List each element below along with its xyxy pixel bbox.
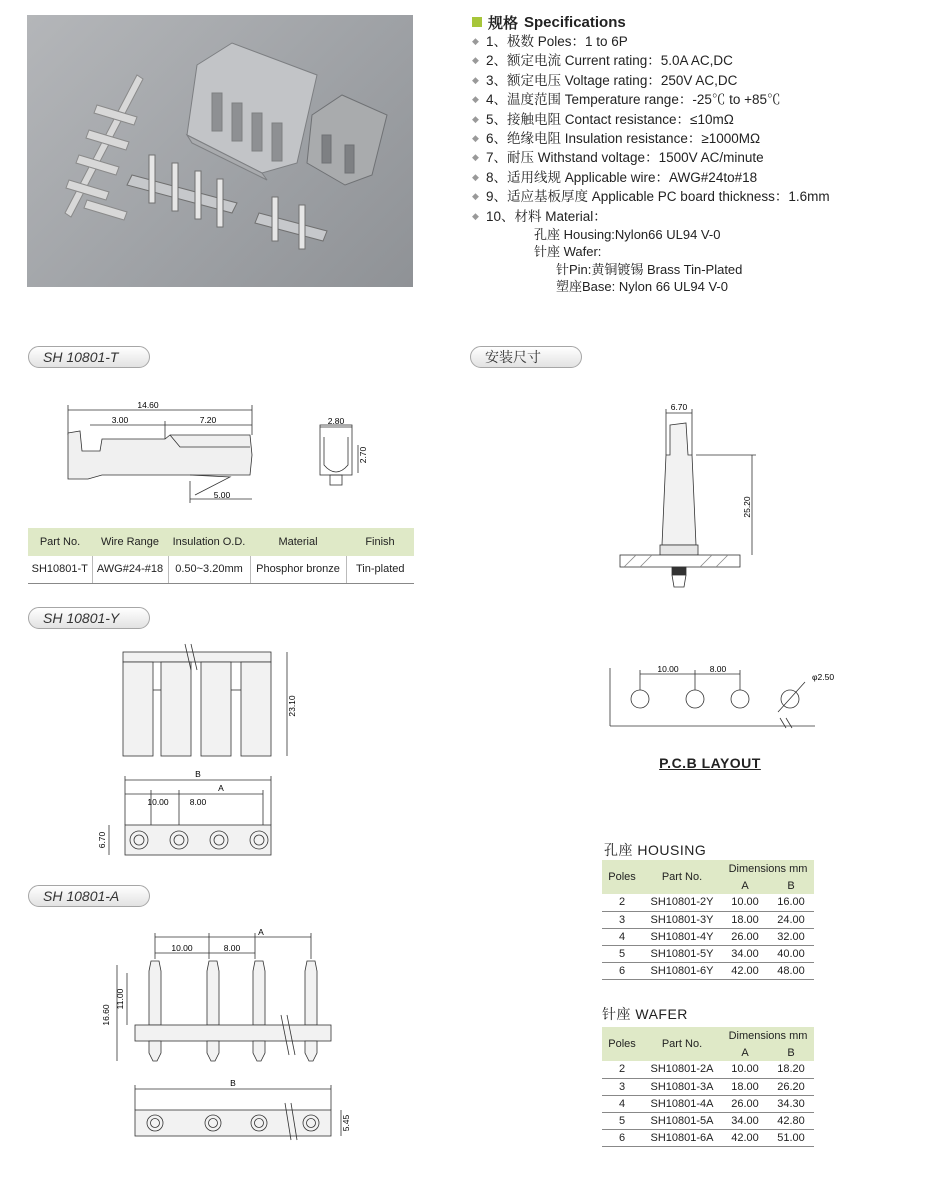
dim-wafer-p1: 10.00 — [171, 943, 193, 953]
table-cell-poles: 3 — [602, 1078, 642, 1095]
table-cell-poles: 6 — [602, 1129, 642, 1146]
wafer-drawing — [95, 925, 365, 1145]
table-row — [602, 911, 814, 928]
table-cell-a: 18.00 — [722, 1078, 768, 1095]
product-photo — [27, 15, 413, 287]
dim-t-a: 3.00 — [111, 415, 129, 425]
table-row — [602, 1112, 814, 1129]
diamond-bullet-icon: ◆ — [472, 55, 479, 66]
spec-line-text: 4、温度范围 Temperature range：-25℃ to +85℃ — [486, 92, 781, 108]
pcb-layout-label: P.C.B LAYOUT — [659, 755, 761, 771]
spec-line — [472, 71, 912, 90]
table-row — [602, 945, 814, 962]
table-cell-b: 42.80 — [768, 1112, 814, 1129]
table-cell-part: SH10801-3A — [642, 1078, 722, 1095]
dim-t-total: 14.60 — [137, 400, 159, 410]
table-cell-part: SH10801-3Y — [642, 911, 722, 928]
wafer-th-part: Part No. — [661, 1038, 703, 1050]
spec-line — [472, 148, 912, 167]
dim-t-w: 2.80 — [327, 416, 345, 426]
table-cell-a: 26.00 — [722, 928, 768, 945]
spec-line-text: 7、耐压 Withstand voltage：1500V AC/minute — [486, 150, 764, 166]
specifications-title-en: Specifications — [524, 13, 626, 31]
table-cell-a: 26.00 — [722, 1095, 768, 1112]
section-housing-label: SH 10801-Y — [28, 607, 150, 629]
wafer-th-dims: Dimensions mm — [728, 1030, 808, 1042]
table-cell-poles: 2 — [602, 1061, 642, 1078]
dim-housing-p2: 8.00 — [189, 797, 207, 807]
spec-line-text: 3、额定电压 Voltage rating：250V AC,DC — [486, 72, 738, 88]
terminal-th: Wire Range — [100, 536, 160, 548]
spec-line — [472, 187, 912, 206]
material-details — [472, 226, 912, 296]
material-base: 塑座Base: Nylon 66 UL94 V-0 — [556, 279, 728, 295]
table-row — [602, 894, 814, 911]
table-cell-a: 34.00 — [722, 1112, 768, 1129]
table-cell-b: 32.00 — [768, 928, 814, 945]
table-row — [602, 1061, 814, 1078]
table-cell-part: SH10801-6A — [642, 1129, 722, 1146]
spec-line-text: 6、绝缘电阻 Insulation resistance：≥1000MΩ — [486, 130, 761, 146]
dim-pcb-p1: 10.00 — [657, 664, 679, 674]
table-cell-b: 34.30 — [768, 1095, 814, 1112]
dim-wafer-h2: 11.00 — [115, 988, 125, 1010]
table-cell-part: SH10801-4Y — [642, 928, 722, 945]
dim-housing-A: A — [218, 783, 224, 793]
housing-th-poles: Poles — [608, 871, 636, 883]
diamond-bullet-icon: ◆ — [472, 191, 479, 202]
wafer-table — [602, 1027, 814, 1147]
table-cell-part: SH10801-2Y — [642, 894, 722, 911]
table-cell-poles: 2 — [602, 894, 642, 911]
diamond-bullet-icon: ◆ — [472, 210, 479, 221]
material-housing: 孔座 Housing:Nylon66 UL94 V-0 — [534, 226, 721, 242]
wafer-th-b: B — [787, 1047, 795, 1059]
pcb-layout-drawing — [600, 660, 840, 740]
spec-line — [472, 32, 912, 51]
spec-line-text: 1、极数 Poles：1 to 6P — [486, 34, 628, 49]
diamond-bullet-icon: ◆ — [472, 94, 479, 105]
table-cell-part: SH10801-5Y — [642, 945, 722, 962]
specifications-title-cn: 规格 — [488, 14, 519, 32]
table-row — [602, 1078, 814, 1095]
dim-wafer-A: A — [258, 927, 264, 937]
table-cell-a: 42.00 — [722, 962, 768, 979]
housing-th-dims: Dimensions mm — [728, 863, 808, 875]
spec-line-text: 10、材料 Material： — [486, 208, 607, 224]
table-cell-part: SH10801-2A — [642, 1061, 722, 1078]
dim-install-w: 6.70 — [670, 402, 688, 412]
material-pin: 针Pin:黄铜镀锡 Brass Tin-Plated — [556, 261, 743, 277]
dim-wafer-p2: 8.00 — [223, 943, 241, 953]
diamond-bullet-icon: ◆ — [472, 113, 479, 124]
dim-pcb-d: φ2.50 — [812, 672, 835, 682]
table-cell-part: SH10801-4A — [642, 1095, 722, 1112]
dim-t-b: 7.20 — [199, 415, 217, 425]
spec-line — [472, 51, 912, 70]
table-cell-poles: 4 — [602, 928, 642, 945]
diamond-bullet-icon: ◆ — [472, 132, 479, 143]
dim-t-h: 2.70 — [358, 446, 368, 464]
dim-housing-h: 23.10 — [287, 695, 297, 717]
dim-wafer-B: B — [230, 1078, 236, 1088]
spec-line — [472, 110, 912, 129]
terminal-td: Tin-plated — [346, 556, 414, 583]
diamond-bullet-icon: ◆ — [472, 74, 479, 85]
table-cell-poles: 5 — [602, 1112, 642, 1129]
table-cell-a: 10.00 — [722, 1061, 768, 1078]
table-cell-b: 48.00 — [768, 962, 814, 979]
terminal-th: Finish — [365, 536, 395, 548]
terminal-td: AWG#24-#18 — [92, 556, 168, 583]
specifications-title — [472, 12, 912, 32]
table-cell-b: 40.00 — [768, 945, 814, 962]
terminal-th: Insulation O.D. — [172, 536, 246, 548]
dim-housing-B: B — [195, 769, 201, 779]
table-cell-b: 18.20 — [768, 1061, 814, 1078]
table-cell-b: 26.20 — [768, 1078, 814, 1095]
housing-table — [602, 860, 814, 980]
table-row — [602, 928, 814, 945]
wafer-th-a: A — [741, 1047, 749, 1059]
table-row — [602, 1095, 814, 1112]
table-row — [602, 962, 814, 979]
table-cell-b: 24.00 — [768, 911, 814, 928]
diamond-bullet-icon: ◆ — [472, 171, 479, 182]
dim-wafer-w: 5.45 — [341, 1114, 351, 1132]
spec-line — [472, 207, 912, 226]
wafer-table-title: 针座 WAFER — [602, 1006, 688, 1022]
terminal-drawing — [40, 395, 370, 515]
dim-housing-p1: 10.00 — [147, 797, 169, 807]
diamond-bullet-icon: ◆ — [472, 36, 479, 46]
table-cell-poles: 5 — [602, 945, 642, 962]
table-cell-poles: 6 — [602, 962, 642, 979]
section-wafer-label: SH 10801-A — [28, 885, 150, 907]
table-cell-b: 16.00 — [768, 894, 814, 911]
diamond-bullet-icon: ◆ — [472, 152, 479, 163]
housing-th-b: B — [787, 880, 795, 892]
dim-housing-w: 6.70 — [97, 831, 107, 849]
table-cell-a: 34.00 — [722, 945, 768, 962]
table-row — [602, 1129, 814, 1146]
section-terminal-label: SH 10801-T — [28, 346, 150, 368]
bullet-square-icon — [472, 17, 482, 27]
spec-line-text: 9、适应基板厚度 Applicable PC board thickness：1.6mm — [486, 189, 830, 205]
table-cell-a: 18.00 — [722, 911, 768, 928]
dim-install-h: 25.20 — [742, 496, 752, 518]
table-cell-b: 51.00 — [768, 1129, 814, 1146]
spec-line — [472, 90, 912, 109]
housing-th-a: A — [741, 880, 749, 892]
table-cell-poles: 4 — [602, 1095, 642, 1112]
housing-th-part: Part No. — [661, 871, 703, 883]
material-wafer: 针座 Wafer: — [534, 244, 602, 260]
spec-line — [472, 129, 912, 148]
housing-table-title: 孔座 HOUSING — [604, 842, 707, 858]
specifications-panel — [472, 12, 912, 296]
spec-line-text: 5、接触电阻 Contact resistance：≤10mΩ — [486, 111, 734, 127]
housing-drawing — [95, 640, 305, 870]
section-install-label: 安装尺寸 — [470, 346, 582, 368]
spec-line-text: 8、适用线规 Applicable wire：AWG#24to#18 — [486, 169, 758, 185]
terminal-th: Part No. — [39, 536, 81, 548]
terminal-table — [28, 528, 414, 584]
dim-wafer-h1: 16.60 — [101, 1004, 111, 1026]
dim-pcb-p2: 8.00 — [709, 664, 727, 674]
terminal-td: SH10801-T — [28, 556, 92, 583]
table-cell-a: 42.00 — [722, 1129, 768, 1146]
table-cell-part: SH10801-6Y — [642, 962, 722, 979]
install-drawing — [600, 395, 760, 605]
table-cell-a: 10.00 — [722, 894, 768, 911]
terminal-td: 0.50~3.20mm — [168, 556, 250, 583]
spec-line — [472, 168, 912, 187]
table-cell-poles: 3 — [602, 911, 642, 928]
spec-line-text: 2、额定电流 Current rating：5.0A AC,DC — [486, 53, 733, 69]
terminal-th: Material — [278, 536, 318, 548]
wafer-th-poles: Poles — [608, 1038, 636, 1050]
table-cell-part: SH10801-5A — [642, 1112, 722, 1129]
dim-t-c: 5.00 — [213, 490, 231, 500]
terminal-td: Phosphor bronze — [250, 556, 346, 583]
